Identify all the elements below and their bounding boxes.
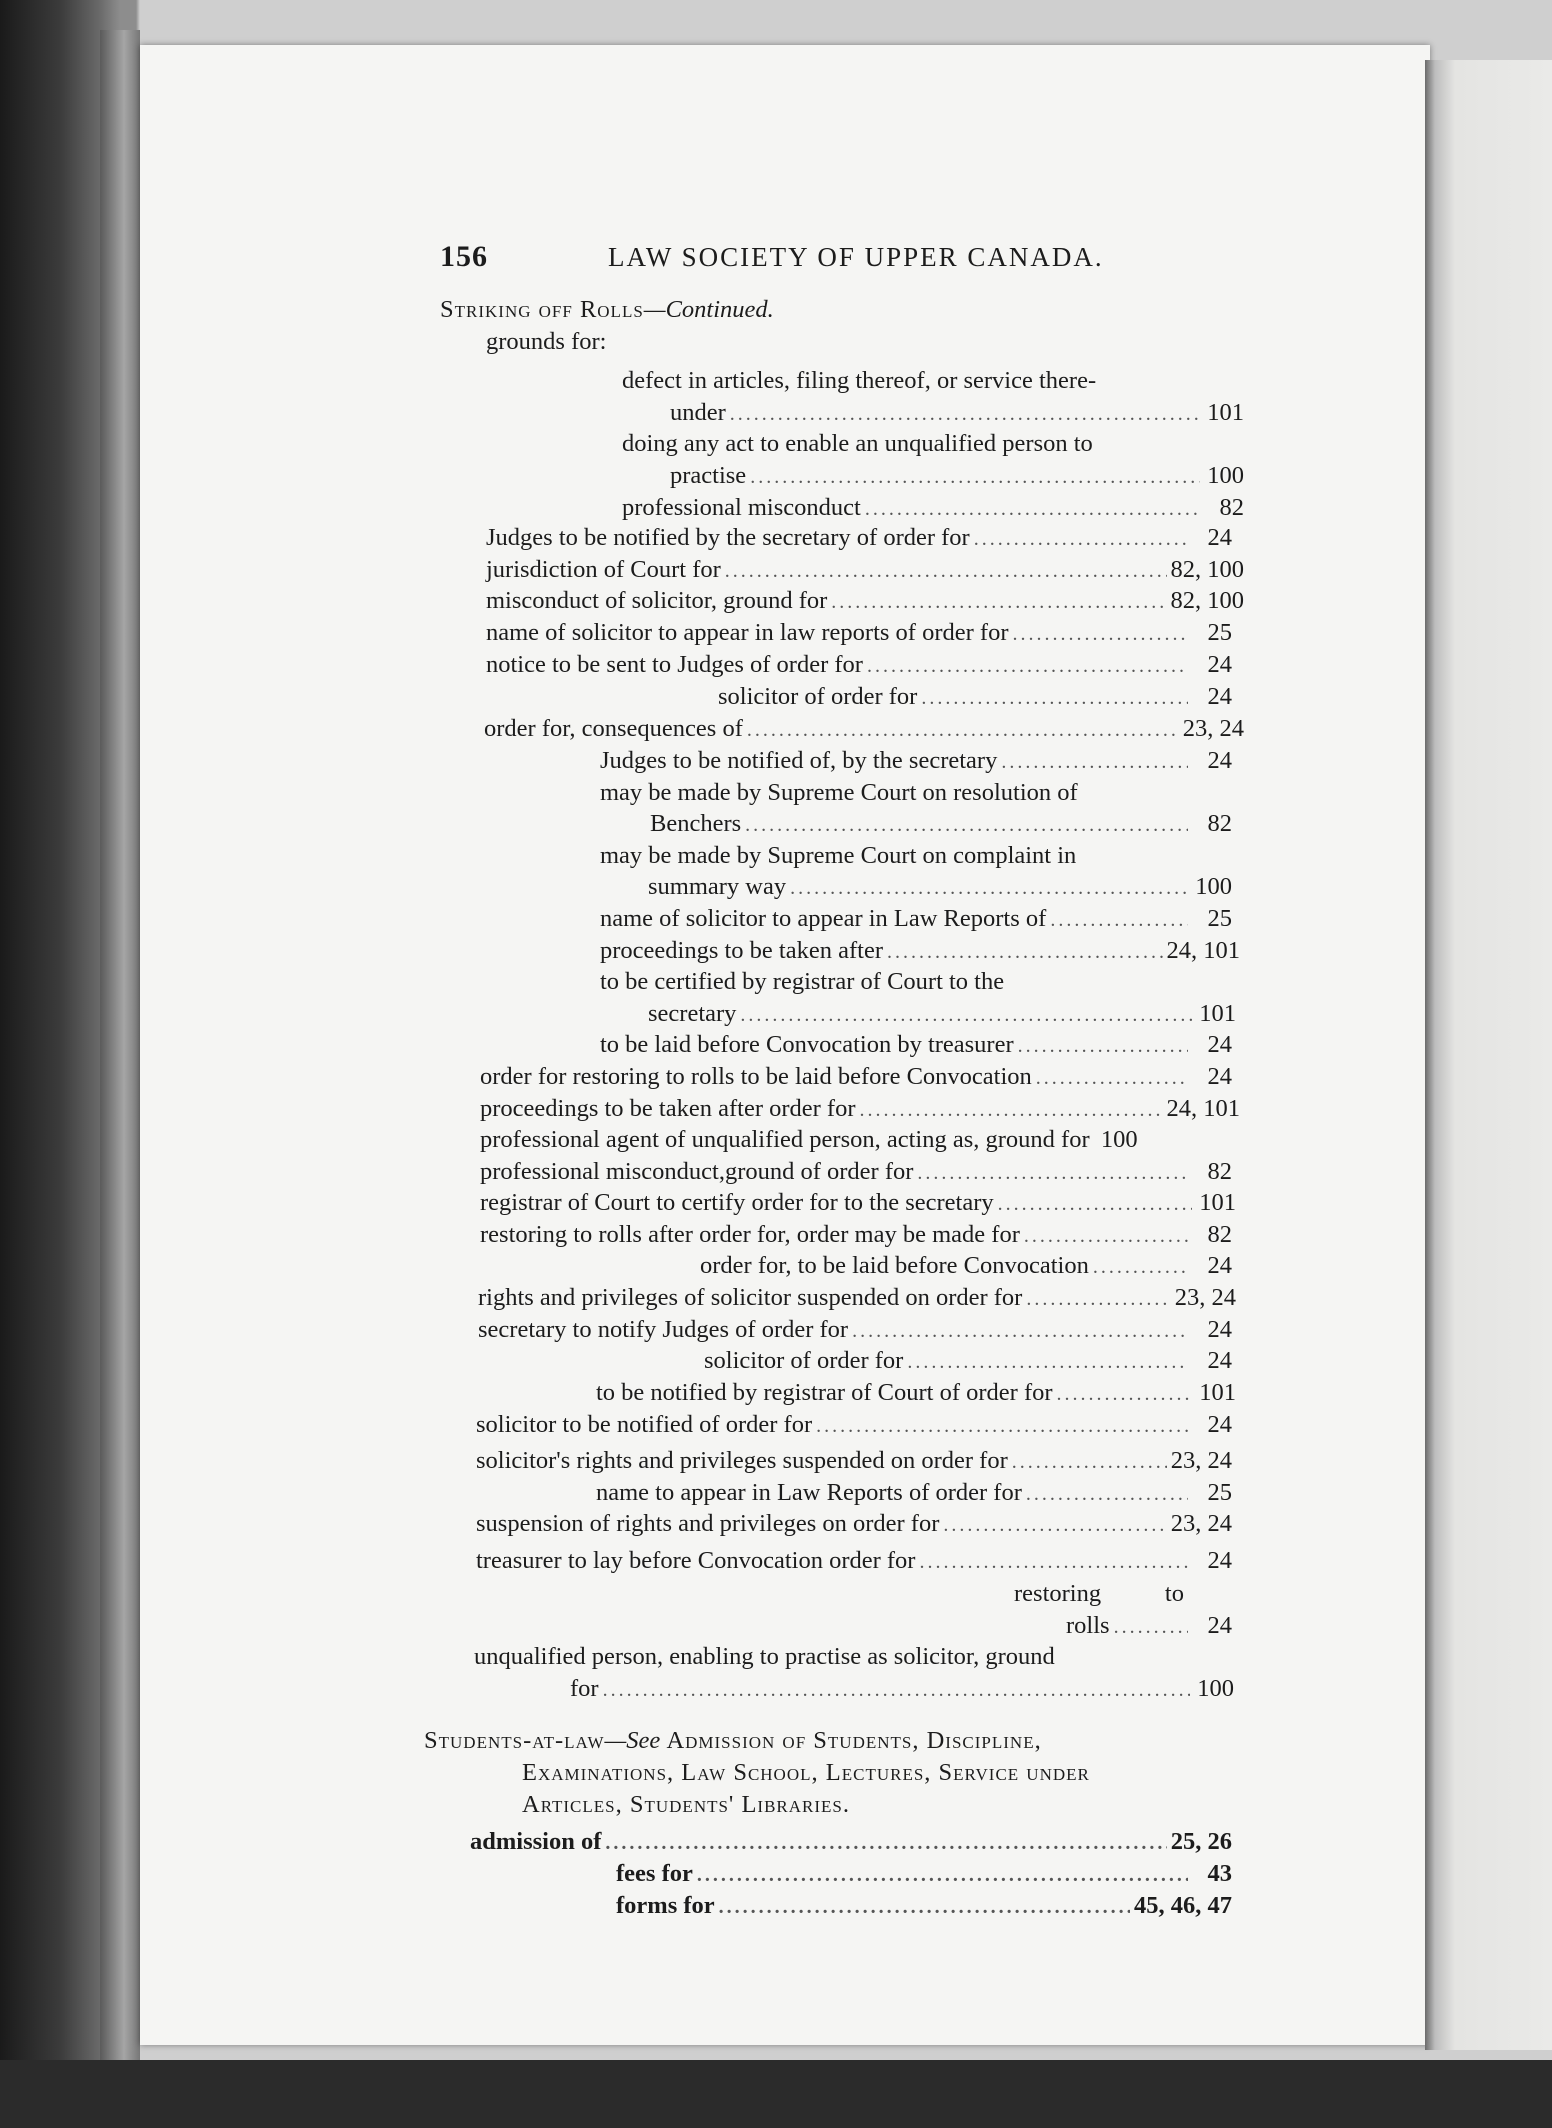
index-entry: forms for ..... 45, 46, 47 xyxy=(616,1890,1232,1922)
page-number: 156 xyxy=(440,240,488,273)
see-reference-line: Examinations, Law School, Lectures, Service under xyxy=(522,1759,1090,1786)
book-binding xyxy=(100,30,140,2070)
see-reference: —See xyxy=(604,1727,661,1754)
heading-text: Striking off Rolls xyxy=(440,296,644,323)
page-header xyxy=(440,240,1240,280)
index-entry: defect in articles, filing thereof, or service there- xyxy=(622,367,1097,394)
facing-page-edge xyxy=(1425,60,1552,2050)
index-entry: order for, consequences of ..... 23, 24 xyxy=(484,713,1244,745)
index-entry: name of solicitor to appear in Law Reports of ..... 25 xyxy=(600,903,1232,935)
index-entry: professional misconduct ..... 82 xyxy=(622,492,1244,524)
index-entry: Benchers ..... 82 xyxy=(650,808,1232,840)
running-head: LAW SOCIETY OF UPPER CANADA. xyxy=(608,242,1104,272)
index-entry: notice to be sent to Judges of order for ..... 24 xyxy=(486,649,1232,681)
see-reference-line: Articles, Students' Libraries. xyxy=(522,1791,851,1818)
index-entry: proceedings to be taken after order for ..... 24, 101 xyxy=(480,1093,1240,1125)
index-entry: rights and privileges of solicitor suspended on order for ..... 23, 24 xyxy=(478,1282,1236,1314)
index-entry: professional misconduct,ground of order for ..... 82 xyxy=(480,1156,1232,1188)
index-entry: unqualified person, enabling to practise as solicitor, ground xyxy=(474,1643,1055,1670)
index-entry: may be made by Supreme Court on resolution of xyxy=(600,779,1078,806)
index-entry: jurisdiction of Court for ..... 82, 100 xyxy=(486,554,1244,586)
index-entry: rolls ..... 24 xyxy=(1066,1610,1232,1642)
heading-continued: —Continued. xyxy=(643,296,774,323)
index-entry: solicitor to be notified of order for ..... 24 xyxy=(476,1409,1232,1441)
index-entry: professional agent of unqualified person, acting as, ground for 100 xyxy=(480,1126,1138,1153)
index-entry: summary way ..... 100 xyxy=(648,871,1232,903)
section-heading: Students-at-law —See Admission of Students, Discipline, xyxy=(424,1725,1042,1757)
index-entry: to be certified by registrar of Court to the xyxy=(600,968,1005,995)
index-entry: name to appear in Law Reports of order for ..... 25 xyxy=(596,1477,1232,1509)
index-entry: admission of ..... 25, 26 xyxy=(470,1826,1232,1858)
index-entry: may be made by Supreme Court on complaint in xyxy=(600,842,1077,869)
index-entry: restoring to xyxy=(1014,1580,1184,1607)
scan-bottom-edge xyxy=(0,2060,1552,2128)
index-entry: restoring to rolls after order for, order may be made for ..... 82 xyxy=(480,1219,1232,1251)
index-entry: fees for ..... 43 xyxy=(616,1858,1232,1890)
index-entry: order for, to be laid before Convocation ..... 24 xyxy=(700,1250,1232,1282)
index-entry: solicitor of order for ..... 24 xyxy=(718,681,1232,713)
index-entry: Judges to be notified by the secretary of order for ..... 24 xyxy=(486,522,1232,554)
index-entry: doing any act to enable an unqualified person to xyxy=(622,430,1093,457)
index-entry: treasurer to lay before Convocation order for ..... 24 xyxy=(476,1545,1232,1577)
index-entry: secretary to notify Judges of order for ..... 24 xyxy=(478,1314,1232,1346)
index-entry: misconduct of solicitor, ground for ..... 82, 100 xyxy=(486,585,1244,617)
index-entry: for ..... 100 xyxy=(570,1673,1234,1705)
index-entry: to be notified by registrar of Court of order for ..... 101 xyxy=(596,1377,1236,1409)
index-entry: order for restoring to rolls to be laid before Convocation ..... 24 xyxy=(480,1061,1232,1093)
section-heading xyxy=(440,294,774,326)
index-entry: suspension of rights and privileges on order for ..... 23, 24 xyxy=(476,1508,1232,1540)
index-entry: solicitor of order for ..... 24 xyxy=(704,1345,1232,1377)
index-entry: name of solicitor to appear in law reports of order for ..... 25 xyxy=(486,617,1232,649)
index-entry: solicitor's rights and privileges suspended on order for ..... 23, 24 xyxy=(476,1445,1232,1477)
index-entry: practise ..... 100 xyxy=(670,460,1244,492)
index-entry: Judges to be notified of, by the secretary ..... 24 xyxy=(600,745,1232,777)
index-entry: registrar of Court to certify order for to the secretary ..... 101 xyxy=(480,1187,1236,1219)
heading-text: Students-at-law xyxy=(424,1727,605,1754)
index-entry: under ..... 101 xyxy=(670,397,1244,429)
index-entry: proceedings to be taken after ..... 24, 101 xyxy=(600,935,1240,967)
index-entry: secretary ..... 101 xyxy=(648,998,1236,1030)
index-entry: to be laid before Convocation by treasurer ..... 24 xyxy=(600,1029,1232,1061)
index-entry: grounds for: xyxy=(486,328,607,355)
